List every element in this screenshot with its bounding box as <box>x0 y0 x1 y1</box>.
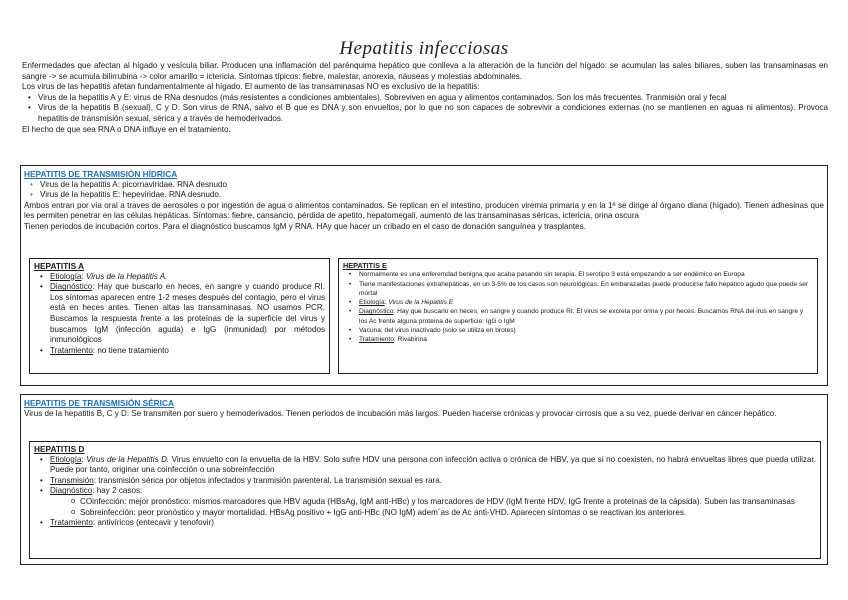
diagnostico-sublist <box>50 497 816 518</box>
transmision-label: Transmisión <box>50 475 94 485</box>
list-item <box>343 307 813 326</box>
list-item: o Sobreinfección: peor pronóstico y mayor mortalidad. HBsAg positivo + IgG anti-HBc (NO IgM) adem´as de Ac anti-VHD. Aparecen síntomas o se reactivan los anteriores. <box>50 508 816 519</box>
list-item <box>343 335 813 344</box>
list-item: • Vacuna: del virus inactivado (solo se utiliza en brotes) <box>343 326 813 335</box>
page-title: Hepatitis infecciosas <box>339 38 509 59</box>
transmision-text: : transmisión sérica por objetos infectados y tranmisión parenteral. La transmisión sexual es rara. <box>93 475 442 485</box>
serica-paragraph-1: Virus de la hepatitis B, C y D. Se transmiten por suero y hemoderivados. Tienen periodos de incubación más largos. Pueden hacerse crónicas y provocar cirrosis que a su vez, puede derivar en cáncer hepático. <box>24 408 777 418</box>
list-item <box>34 518 816 529</box>
list-item: • Virus de la hepatitis E: hepeviridae. RNA desnudo. <box>24 190 824 201</box>
hepatitis-a-box <box>29 258 330 374</box>
list-item <box>34 282 325 346</box>
diagnostico-text: : Hay que buscarlo en heces, en sangre y cuando produce RI. El virus se excreta por orina y por heces. Buscamos RNA del irus en sangre y los Ac frente alguna proteína de superficie: IgG o IgM <box>359 308 804 325</box>
diagnostico-text: : hay 2 casos: <box>92 486 143 496</box>
tratamiento-text: : Rivabirina <box>393 336 427 344</box>
hidrica-paragraph-1: Ambos entran por vía oral a traves de aerosoles o por ingestión de agua o alimentos contaminados. Se replican en el intestino, producen viremia primaria y en la 1ª se dirige al órgano diana (hígado). Tienen adhesinas que les permiten penetrar en las células hepáticas. Síntomas: fiebre, cansancio, pérdida de apetito, hepatomegali, aumento de las transaminasas séricas, ictericia, orina oscura <box>24 200 824 221</box>
list-item: • Etiología: Virus de la Hepatitis E <box>343 298 813 307</box>
etiologia-label: Etiología <box>50 454 82 464</box>
hepatitis-d-box <box>29 441 821 559</box>
list-item: • Etiología: Virus de la Hepatitis A. <box>34 272 325 283</box>
hepatitis-e-box <box>338 258 818 374</box>
list-item <box>34 476 816 487</box>
hepatitis-e-list <box>343 270 813 344</box>
list-item: • Normalmente es una enferemdad benigna que acaba pasando sin terapia. El serotipo 3 está empezando a ser endémico en Europa <box>343 270 813 279</box>
hepatitis-d-list <box>34 455 816 529</box>
tratamiento-text: : no tiene tratamiento <box>92 345 169 355</box>
tratamiento-label: Tratamiento <box>50 345 93 355</box>
list-item: o COinfección: mejor pronóstico: mismos marcadores que HBV aguda (HBsAg, IgM anti-HBc) y los marcadores de HDV (IgM frente HDV, IgG frente a proteínas de la cápsida). Suben las transaminasas <box>50 497 816 508</box>
intro-paragraph-1: Enfermedades que afectan al hígado y vesícula biliar. Producen una inflamación del parénquima hepático que conlleva a la alteración de la función del hígado: se acumulan las sales biliares, suben las transaminasas en sangre -> se acumula bilirrubina -> color amarillo = ictericia. Síntomas típicos: fiebre, malestar, anorexia, náuseas y molestias abdominales. <box>22 61 828 81</box>
hepatitis-d-title: HEPATITIS D <box>34 444 85 454</box>
etiologia-label: Etiología <box>359 299 385 307</box>
diagnostico-label: Diagnóstico <box>359 308 394 316</box>
list-item: • Etiología: Virus de la Hepatitis D. Virus envuelto con la envuelta de la HBV. Solo sufre HDV una persona con infección activa o crónica de HBV, ya que si no coexisten, no habrá envueltas libres que pueda utilizar. Puede por tanto, originar una coinfección o una sobreinfección <box>34 455 816 476</box>
intro-paragraph-3: El hecho de que sea RNA o DNA influye en el tratamiento. <box>22 124 231 134</box>
hidrica-section-title: HEPATITIS DE TRANSMISIÓN HÍDRICA <box>24 169 178 179</box>
list-item: • Tiene manifestaciones extrahepáticas, en un 3-5% de los casos son neurológicas. En embarazadas puede producirse fallo hepático agudo que puede ser mortal <box>343 280 813 299</box>
hepatitis-a-title: HEPATITIS A <box>34 261 85 271</box>
hepatitis-a-list <box>34 272 325 357</box>
list-item: • Virus de la hepatitis B (sexual), C y D. Son virus de RNA, salvo el B que es DNA y son envueltos, por lo que no son capaces de sobrevivir a condiciones externas (no se mantienen en aguas ni alimentos). Provoca hepatitis de transmisión sexual, sérica y a través de hemoderivados. <box>22 103 828 124</box>
diagnostico-label: Diagnóstico <box>50 486 93 496</box>
list-item: • Virus de la hepatitis A y E: virus de RNa desnudos (más resistentes a condiciones ambientales). Sobreviven en agua y alimentos contaminados. Son los más frecuentes. Tranmisión oral y fecal <box>22 93 828 104</box>
intro-paragraph-2: Los virus de las hepatitis afetan fundamentalmente al hígado. El aumento de las transaminasas NO es exclusivo de la hepatitis: <box>22 82 480 92</box>
diagnostico-label: Diagnóstico <box>50 282 93 292</box>
intro-bullet-list <box>22 93 828 125</box>
etiologia-label: Etiología <box>50 271 82 281</box>
etiologia-italic: Virus de la Hepatitis D. <box>86 454 170 464</box>
etiologia-text: Virus de la Hepatitis A. <box>86 271 168 281</box>
tratamiento-label: Tratamiento <box>359 336 394 344</box>
hidrica-virus-list <box>24 180 824 201</box>
list-item <box>34 486 816 518</box>
diagnostico-text: : Hay que buscarlo en heces, en sangre y cuando produce RI. Los síntomas aparecen entre 1-2 meses después del contagio, pero el virus está en heces antes. Tienen altas las transaminasas. NO usamos PCR. Buscamos la respuesta frente a las proteínas de la superficie del virus y buscamos IgM (infección aguda) e IgG (inmunidad) por métodos inmunológicos <box>50 282 325 345</box>
list-item: • Virus de la hepatitis A: picornaviridae. RNA desnudo <box>24 180 824 191</box>
tratamiento-text: : antivíricos (entecavir y tenofovir) <box>92 518 214 528</box>
intro-section <box>22 61 828 135</box>
hidrica-paragraph-2: Tienen periodos de incubación cortos. Para el diagnóstico buscamos IgM y RNA. HAy que hacer un cribado en el caso de donación sanguínea y trasplantes. <box>24 221 586 231</box>
list-item <box>34 346 325 357</box>
hepatitis-e-title: HEPATITIS E <box>343 261 387 270</box>
etiologia-text: Virus de la Hepatitis E <box>388 299 454 307</box>
serica-section-title: HEPATITIS DE TRANSMISIÓN SÉRICA <box>24 398 174 408</box>
etiologia-text: Virus envuelto con la envuelta de la HBV. Solo sufre HDV una persona con infección activa o crónica de HBV, ya que si no coexisten, no habrá envueltas libres que pueda utilizar. Puede por tanto, originar una coinfección o una sobreinfección <box>50 454 816 475</box>
tratamiento-label: Tratamiento <box>50 518 93 528</box>
